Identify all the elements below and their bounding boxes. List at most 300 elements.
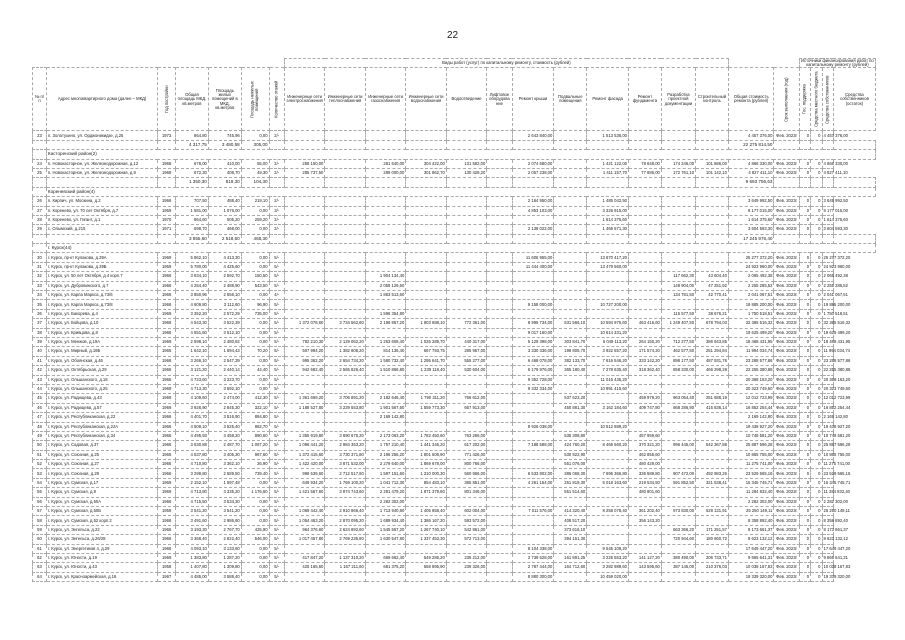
value-cell: 25 887 596,28: [822, 441, 833, 450]
value-cell: [487, 535, 512, 544]
value-cell: 0: [811, 507, 822, 516]
value-cell: [696, 253, 729, 262]
table-cell: [587, 234, 629, 243]
row-number: 47: [33, 413, 47, 422]
value-cell: [487, 384, 512, 393]
value-cell: 1 096 441,20: [284, 441, 324, 450]
value-cell: 8 358 892,40: [728, 516, 774, 525]
table-row: [33, 168, 876, 177]
row-number: 56: [33, 497, 47, 506]
column-header: Средства собственников: [822, 68, 833, 131]
value-cell: 462 855,60: [628, 450, 661, 459]
value-cell: [628, 281, 661, 290]
value-cell: 3 330 336,00: [512, 347, 554, 356]
nonliving-area-cell: 0,00: [241, 131, 269, 140]
area-cell: 3 630,88: [175, 441, 208, 450]
value-cell: Фев. 2023г: [774, 338, 799, 347]
value-cell: [487, 319, 512, 328]
living-area-cell: 1 309,80: [208, 563, 241, 572]
floors-cell: 2/-: [269, 197, 284, 206]
value-cell: [512, 431, 554, 440]
value-cell: 2 169 142,80: [822, 413, 833, 422]
row-number: 46: [33, 403, 47, 412]
floors-cell: 5/-: [269, 338, 284, 347]
value-cell: Фев. 2023г: [774, 572, 799, 581]
table-cell: [833, 140, 875, 149]
table-cell: [33, 187, 47, 196]
value-cell: [554, 206, 587, 215]
value-cell: 3 871 532,00: [325, 460, 365, 469]
value-cell: [661, 206, 695, 215]
table-cell: [661, 140, 695, 149]
address-cell: г. Курск, ул. Сумская, д.9: [46, 488, 157, 497]
value-cell: 3 282 989,60: [587, 563, 629, 572]
nonliving-area-cell: 0,00: [241, 319, 269, 328]
value-cell: [487, 366, 512, 375]
value-cell: [512, 535, 554, 544]
value-cell: [661, 544, 695, 553]
value-cell: Фев. 2023г: [774, 328, 799, 337]
year-cell: 1966: [158, 356, 176, 365]
table-row: [33, 338, 876, 347]
table-cell: [811, 178, 822, 187]
value-cell: [365, 422, 405, 431]
value-cell: [696, 328, 729, 337]
value-cell: 542 367,88: [696, 441, 729, 450]
value-cell: [512, 403, 554, 412]
value-cell: 0: [811, 572, 822, 581]
value-cell: 18 468 431,95: [822, 338, 833, 347]
section-row: [33, 187, 876, 196]
value-cell: 8 173 661,37: [728, 525, 774, 534]
value-cell: 174 246,00: [661, 159, 695, 168]
year-cell: 1966: [158, 441, 176, 450]
value-cell: [284, 262, 324, 271]
table-cell: [406, 140, 446, 149]
value-cell: [554, 572, 587, 581]
value-cell: [487, 572, 512, 581]
table-cell: [33, 140, 47, 149]
value-cell: 0: [799, 328, 810, 337]
value-cell: [661, 328, 695, 337]
value-cell: [446, 384, 486, 393]
value-cell: [487, 413, 512, 422]
nonliving-area-cell: 96,90: [241, 300, 269, 309]
area-cell: 2 152,10: [175, 478, 208, 487]
value-cell: 264 150,20: [628, 338, 661, 347]
value-cell: [512, 413, 554, 422]
value-cell: 463 416,60: [628, 319, 661, 328]
value-cell: Фев. 2023г: [774, 488, 799, 497]
value-cell: 373 616,10: [554, 525, 587, 534]
year-cell: 1968: [158, 168, 176, 177]
value-cell: 0: [799, 516, 810, 525]
floors-cell: 5/-: [269, 309, 284, 318]
value-cell: Фев. 2023г: [774, 309, 799, 318]
value-cell: 1 803 688,10: [406, 319, 446, 328]
address-cell: г. Курск, ул. Энергетиков 4, д.29: [46, 544, 157, 553]
living-area-cell: 488,40: [208, 197, 241, 206]
area-cell: 3 926,90: [175, 403, 208, 412]
table-row: [33, 441, 876, 450]
value-cell: Фев. 2023г: [774, 413, 799, 422]
floors-cell: 5/-: [269, 563, 284, 572]
value-cell: [325, 131, 365, 140]
living-area-cell: 2 487,70: [208, 441, 241, 450]
value-cell: 77 886,00: [628, 168, 661, 177]
value-cell: 1 026 289,70: [406, 338, 446, 347]
value-cell: 492 983,26: [696, 469, 729, 478]
year-cell: 1965: [158, 450, 176, 459]
value-cell: 47 251,92: [696, 281, 729, 290]
value-cell: [406, 328, 446, 337]
floors-cell: 5/-: [269, 544, 284, 553]
value-cell: 0: [811, 281, 822, 290]
value-cell: [446, 497, 486, 506]
column-header: Ремонт крыши: [512, 68, 554, 131]
living-area-cell: 2 488,90: [208, 281, 241, 290]
value-cell: [554, 300, 587, 309]
value-cell: [628, 497, 661, 506]
table-cell: [512, 234, 554, 243]
value-cell: 7 278 635,40: [587, 366, 629, 375]
value-cell: [487, 422, 512, 431]
value-cell: [446, 206, 486, 215]
column-header: Инженерные сети теплоснабжения: [325, 68, 365, 131]
value-cell: [512, 291, 554, 300]
value-cell: [365, 206, 405, 215]
column-header: Водоотведение: [446, 68, 486, 131]
value-cell: 365 180,40: [554, 366, 587, 375]
column-header: Общая площадь МКД, кв.метров: [175, 68, 208, 131]
value-cell: 462 577,50: [661, 347, 695, 356]
row-number: 39: [33, 338, 47, 347]
value-cell: [696, 544, 729, 553]
value-cell: 4 457 376,00: [728, 131, 774, 140]
table-row: [33, 450, 876, 459]
value-cell: 32 385 516,32: [822, 319, 833, 328]
value-cell: 593 572,00: [446, 516, 486, 525]
value-cell: 0: [799, 309, 810, 318]
value-cell: [446, 253, 486, 262]
value-cell: [406, 272, 446, 281]
value-cell: 649 934,20: [284, 478, 324, 487]
table-cell: [587, 178, 629, 187]
value-cell: 1 580 732,40: [365, 356, 405, 365]
value-cell: 973 830,00: [661, 507, 695, 516]
nonliving-area-cell: 543,50: [241, 281, 269, 290]
value-cell: [446, 131, 486, 140]
row-number: 29: [33, 225, 47, 234]
value-cell: 3 649 992,50: [728, 197, 774, 206]
value-cell: 1 157 211,60: [325, 563, 365, 572]
value-cell: 2 654 734,20: [325, 356, 365, 365]
address-cell: г. Курск, ул. Энгельса, д.26/28: [46, 535, 157, 544]
value-cell: 2 196 857,20: [365, 319, 405, 328]
nonliving-area-cell: 0,00: [241, 375, 269, 384]
value-cell: [587, 431, 629, 440]
value-cell: [696, 384, 729, 393]
row-number: 30: [33, 253, 47, 262]
value-cell: [365, 544, 405, 553]
value-cell: 1 421 567,60: [284, 488, 324, 497]
value-cell: [554, 262, 587, 271]
value-cell: 1 069 442,40: [284, 507, 324, 516]
value-cell: [487, 460, 512, 469]
address-cell: г. Курск, ул. Радищева, д.57: [46, 403, 157, 412]
value-cell: [325, 572, 365, 581]
value-cell: Фев. 2023г: [774, 131, 799, 140]
year-cell: 1969: [158, 309, 176, 318]
value-cell: 171 251,57: [696, 525, 729, 534]
living-area-cell: 1 597,48: [208, 478, 241, 487]
row-number: 36: [33, 309, 47, 318]
value-cell: [406, 572, 446, 581]
nonliving-area-cell: 150,50: [241, 272, 269, 281]
value-cell: 591 852,50: [661, 478, 695, 487]
value-cell: 942 682,40: [284, 366, 324, 375]
value-cell: 1 421 122,00: [587, 159, 629, 168]
value-cell: 382 133,70: [554, 356, 587, 365]
floors-cell: 5/-: [269, 572, 284, 581]
value-cell: [661, 131, 695, 140]
floors-cell: 5/-: [269, 262, 284, 271]
value-cell: [554, 281, 587, 290]
living-area-cell: 3 541,20: [208, 507, 241, 516]
area-cell: 4 537,80: [175, 450, 208, 459]
value-cell: [325, 197, 365, 206]
row-number: 42: [33, 366, 47, 375]
value-cell: 712 277,50: [661, 338, 695, 347]
value-cell: [696, 262, 729, 271]
floors-cell: 5/-: [269, 441, 284, 450]
nonliving-area-cell: 0,00: [241, 553, 269, 562]
value-cell: 0: [811, 516, 822, 525]
value-cell: 425 165,60: [284, 563, 324, 572]
value-cell: 1 750 518,51: [728, 309, 774, 318]
value-cell: Фев. 2023г: [774, 300, 799, 309]
column-header: Ремонт фундамента: [628, 68, 661, 131]
area-cell: 4 401,70: [175, 413, 208, 422]
value-cell: 414 320,40: [554, 507, 587, 516]
value-cell: 602 004,00: [446, 507, 486, 516]
value-cell: 1 769 100,20: [325, 478, 365, 487]
value-cell: 529 131,91: [696, 507, 729, 516]
value-cell: 12 012 723,99: [822, 394, 833, 403]
row-number: 43: [33, 375, 47, 384]
living-area-cell: 3 512,10: [208, 328, 241, 337]
value-cell: 858 330,00: [661, 366, 695, 375]
value-cell: [284, 497, 324, 506]
floors-cell: 5/-: [269, 384, 284, 393]
value-cell: 10 748 581,20: [728, 431, 774, 440]
value-cell: 2 065 492,38: [822, 272, 833, 281]
table-cell: [774, 234, 799, 243]
address-cell: г. Курск, пр-кт Кулакова, д.39Б: [46, 262, 157, 271]
value-cell: [554, 309, 587, 318]
floors-cell: 5/-: [269, 319, 284, 328]
floors-cell: 5/-: [269, 281, 284, 290]
table-row: [33, 206, 876, 215]
nonliving-area-cell: 26,90: [241, 460, 269, 469]
value-cell: 667 913,00: [446, 403, 486, 412]
subtotal-cost: 17 245 976,40: [728, 234, 774, 243]
value-cell: 19 625 499,20: [822, 328, 833, 337]
value-cell: 251 688,19: [696, 394, 729, 403]
table-cell: [365, 178, 405, 187]
value-cell: 0: [811, 422, 822, 431]
row-number: 23: [33, 131, 47, 140]
value-cell: [587, 450, 629, 459]
capital-repair-table: [32, 58, 876, 582]
value-cell: 0: [811, 168, 822, 177]
value-cell: [628, 131, 661, 140]
area-cell: 3 491,60: [175, 516, 208, 525]
value-cell: [365, 131, 405, 140]
nonliving-area-cell: 0,00: [241, 563, 269, 572]
value-cell: [628, 291, 661, 300]
value-cell: [661, 497, 695, 506]
value-cell: 1 630 547,80: [365, 535, 405, 544]
year-cell: 1966: [158, 431, 176, 440]
value-cell: [284, 375, 324, 384]
value-cell: [661, 253, 695, 262]
value-cell: [325, 291, 365, 300]
nonliving-area-cell: 259,20: [241, 215, 269, 224]
value-cell: 141 127,20: [628, 553, 661, 562]
subtotal-area: 3 855,60: [175, 234, 208, 243]
value-cell: 2 196 256,20: [365, 450, 405, 459]
value-cell: 251 819,30: [554, 478, 587, 487]
table-cell: [325, 140, 365, 149]
living-area-cell: 3 516,90: [208, 413, 241, 422]
table-cell: [774, 140, 799, 149]
value-cell: 117 662,30: [661, 272, 695, 281]
value-cell: 101 886,00: [696, 159, 729, 168]
value-cell: 10 991 415,60: [587, 384, 629, 393]
area-cell: 1 383,80: [175, 553, 208, 562]
value-cell: [325, 384, 365, 393]
column-header: Гос. поддержка: [799, 68, 810, 131]
nonliving-area-cell: 322,10: [241, 403, 269, 412]
column-header: Средства местного бюджета: [811, 68, 822, 131]
value-cell: [406, 422, 446, 431]
column-header: Ремонт фасада: [587, 68, 629, 131]
living-area-cell: 3 405,30: [208, 450, 241, 459]
value-cell: 0: [799, 300, 810, 309]
value-cell: 0: [799, 215, 810, 224]
value-cell: Фев. 2023г: [774, 356, 799, 365]
value-cell: 23 288 577,86: [822, 356, 833, 365]
address-cell: г. Курск, ул. Ольшанского, д.18: [46, 375, 157, 384]
table-row: [33, 488, 876, 497]
value-cell: [325, 206, 365, 215]
value-cell: 180 660,72: [696, 535, 729, 544]
value-cell: Фев. 2023г: [774, 159, 799, 168]
column-header: Год постройки: [158, 68, 176, 131]
value-cell: 2 565 826,40: [325, 366, 365, 375]
year-cell: 1965: [158, 347, 176, 356]
value-cell: [446, 572, 486, 581]
value-cell: 7 188 588,00: [512, 441, 554, 450]
value-cell: [512, 450, 554, 459]
value-cell: 16 852 254,44: [728, 403, 774, 412]
value-cell: [446, 309, 486, 318]
value-cell: [661, 460, 695, 469]
value-cell: 996 539,60: [284, 469, 324, 478]
value-cell: 1 337 453,30: [406, 535, 446, 544]
address-cell: г. Курск, ул. Карла Маркса, д.73/6: [46, 291, 157, 300]
living-area-cell: 408,70: [208, 168, 241, 177]
value-cell: [284, 253, 324, 262]
value-cell: 11 015 435,20: [587, 375, 629, 384]
value-cell: 0: [811, 413, 822, 422]
area-cell: 4 508,10: [175, 422, 208, 431]
value-cell: [284, 281, 324, 290]
table-cell: [554, 234, 587, 243]
value-cell: 3 604 593,30: [822, 225, 833, 234]
value-cell: 365 851,00: [446, 478, 486, 487]
value-cell: 0: [799, 291, 810, 300]
value-cell: 537 623,20: [554, 394, 587, 403]
value-cell: 0: [811, 206, 822, 215]
value-cell: [406, 281, 446, 290]
table-cell: [325, 178, 365, 187]
value-cell: 3 226 553,20: [587, 553, 629, 562]
value-cell: 0: [811, 478, 822, 487]
value-cell: [696, 197, 729, 206]
floors-cell: 3/-: [269, 206, 284, 215]
value-cell: [446, 544, 486, 553]
value-cell: 2 169 142,80: [728, 413, 774, 422]
value-cell: 0: [799, 403, 810, 412]
value-cell: 0: [799, 262, 810, 271]
value-cell: 3 229 553,80: [325, 403, 365, 412]
year-cell: 1966: [158, 272, 176, 281]
address-cell: п. Золотухино, ул. Орджоникидзе, д.25: [46, 131, 157, 140]
value-cell: Фев. 2023г: [774, 281, 799, 290]
value-cell: 1 597 151,60: [365, 469, 405, 478]
value-cell: [587, 281, 629, 290]
value-cell: [487, 328, 512, 337]
year-cell: 1966: [158, 328, 176, 337]
value-cell: [628, 544, 661, 553]
address-cell: г. Курск, ул. Союзная, д.29: [46, 469, 157, 478]
row-number: 31: [33, 262, 47, 271]
table-cell: [661, 234, 695, 243]
address-cell: г. Курск, ул. Энгельса, д.22: [46, 525, 157, 534]
value-cell: 4 827 411,10: [728, 168, 774, 177]
table-cell: [446, 140, 486, 149]
value-cell: 1 188 527,80: [284, 403, 324, 412]
year-cell: 1959: [158, 507, 176, 516]
column-header: Разработка проектной документации: [661, 68, 695, 131]
value-cell: [554, 291, 587, 300]
floors-cell: 5/-: [269, 525, 284, 534]
value-cell: Фев. 2023г: [774, 525, 799, 534]
value-cell: [446, 422, 486, 431]
year-cell: 1969: [158, 253, 176, 262]
value-cell: 8 623 132,12: [728, 535, 774, 544]
value-cell: [554, 225, 587, 234]
floors-cell: 5/-: [269, 431, 284, 440]
value-cell: 16 852 254,44: [822, 403, 833, 412]
value-cell: 1 295 641,70: [406, 356, 446, 365]
value-cell: 480 429,00: [628, 460, 661, 469]
value-cell: [628, 309, 661, 318]
year-cell: 1967: [158, 572, 176, 581]
table-row: [33, 309, 876, 318]
